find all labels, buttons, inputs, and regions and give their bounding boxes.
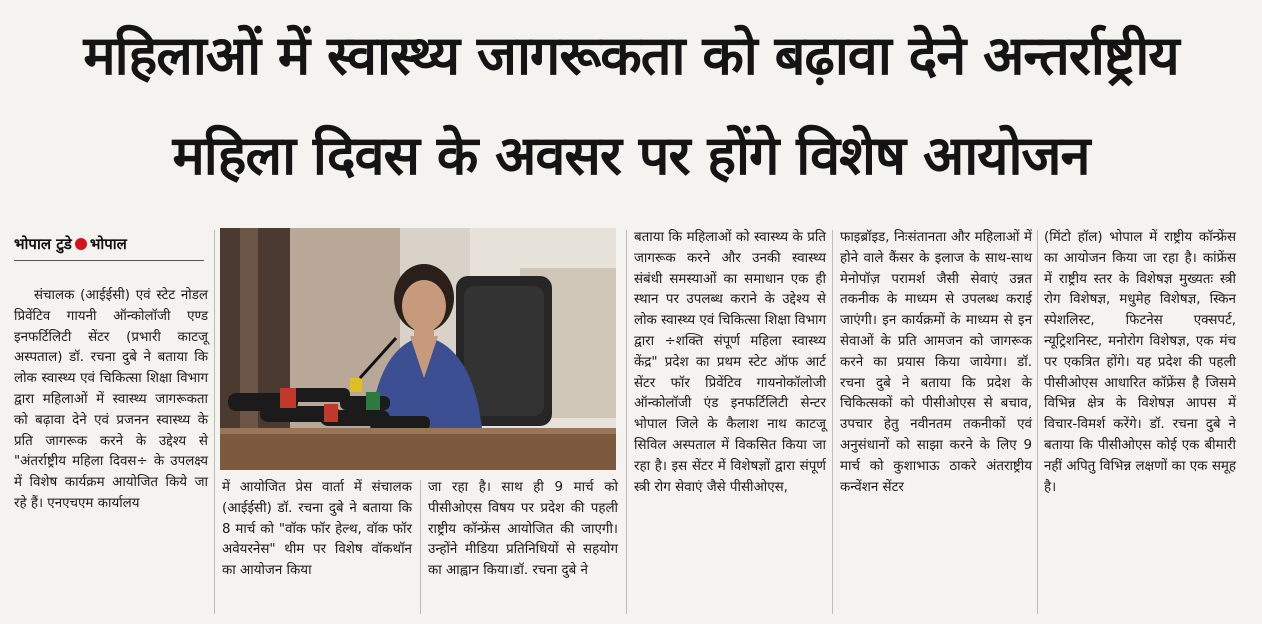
article-column-6 [1044,228,1236,498]
column-1-text: संचालक (आईईसी) एवं स्टेट नोडल प्रिवेंटिव गायनी ऑन्कोलॉजी एण्ड इनफर्टिलिटी सेंटर (प्रभारी काटजू अस्पताल) डॉ. रचना दुबे ने बताया कि लोक स्वास्थ्य एवं चिकित्सा शिक्षा विभाग द्वारा महिलाओं में स्वास्थ्य जागरूकता को बढ़ावा देने एवं प्रजनन स्वास्थ्य के प्रति जागरूक करने के उद्देश्य से "अंतर्राष्ट्रीय महिला दिवस÷ के उपलक्ष्य में विशेष कार्यक्रम आयोजित किये जा रहे हैं। एनएचएम कार्यालय [14,288,208,511]
photo-illustration [220,228,616,470]
column-divider [626,230,627,614]
red-dot-icon [75,238,87,250]
column-4-text: बताया कि महिलाओं को स्वास्थ्य के प्रति जागरूक करने और उनकी स्वास्थ्य संबंधी समस्याओं का समाधान एक ही स्थान पर उपलब्ध कराने के उद्देश्य से लोक स्वास्थ्य एवं चिकित्सा शिक्षा विभाग द्वारा ÷शक्ति संपूर्ण महिला स्वास्थ्य केंद्र" प्रदेश का प्रथम स्टेट ऑफ आर्ट सेंटर फॉर प्रिवेंटिव गायनोकॉलोजी ऑन्कोलॉजी एंड इनफर्टिलिटी सेन्टर भोपाल जिले के कैलाश नाथ काटजू सिविल अस्पताल में विकसित किया जा रहा है। इस सेंटर में विशेषज्ञों द्वारा संपूर्ण स्त्री रोग सेवाएं जैसे पीसीओएस, [634,230,827,495]
article-column-2 [222,478,412,582]
byline-source: भोपाल टुडे [14,235,72,253]
headline-line-1: महिलाओं में स्वास्थ्य जागरूकता को बढ़ावा देने अन्तर्राष्ट्रीय [83,24,1179,87]
article-column-5 [840,228,1032,498]
column-divider [1037,230,1038,614]
headline [0,18,1262,194]
column-3-text: जा रहा है। साथ ही 9 मार्च को पीसीओएस विषय पर प्रदेश की पहली राष्ट्रीय कॉन्फ्रेंस आयोजित की जाएगी। उन्होंने मीडिया प्रतिनिधियों से सहयोग का आह्वान किया।डॉ. रचना दुबे ने [428,480,618,579]
column-divider [420,480,421,614]
column-divider [214,230,215,614]
column-divider [832,230,833,614]
byline [14,234,204,261]
article-column-3 [428,478,618,582]
column-5-text: फाइब्रॉइड, निःसंतानता और महिलाओं में होने वाले कैंसर के इलाज के साथ-साथ मेनोपॉज़ परामर्श जैसी सेवाएं उन्नत तकनीक के माध्यम से उपलब्ध कराई जाएंगी। इन कार्यक्रमों के माध्यम से इन सेवाओं के प्रति आमजन को जागरूक करने का प्रयास किया जायेगा। डॉ. रचना दुबे ने बताया कि प्रदेश के चिकित्सकों को पीसीओएस से बचाव, उपचार हेतु नवीनतम तकनीकों एवं अनुसंधानों को साझा करने के लिए 9 मार्च को कुशाभाऊ ठाकरे अंतराष्ट्रीय कन्वेंशन सेंटर [840,230,1032,495]
headline-line-2: महिला दिवस के अवसर पर होंगे विशेष आयोजन [172,124,1090,187]
column-6-text: (मिंटो हॉल) भोपाल में राष्ट्रीय कॉन्फ्रेंस का आयोजन किया जा रहा है। कांफ्रेंस में राष्ट्रीय स्तर के विशेषज्ञ मुख्यतः स्त्री रोग विशेषज्ञ, मधुमेह विशेषज्ञ, स्किन स्पेशलिस्ट, फिटनेस एक्सपर्ट, न्यूट्रिशनिस्ट, मनोरोग विशेषज्ञ, एक मंच पर एकत्रित होंगे। यह प्रदेश की पहली पीसीओएस आधारित कॉफ्रेंस है जिसमे विभिन्न क्षेत्र के विशेषज्ञ आपस में विचार-विमर्श करेंगे। डॉ. रचना दुबे ने बताया कि पीसीओएस कोई एक बीमारी नहीं अपितु विभिन्न लक्षणों का एक समूह है। [1044,230,1236,495]
byline-place: भोपाल [89,235,127,253]
article-column-1 [14,286,208,515]
column-2-text: में आयोजित प्रेस वार्ता में संचालक (आईईसी) डॉ. रचना दुबे ने बताया कि 8 मार्च को "वॉक फॉर हेल्थ, वॉक फॉर अवेयरनेस" थीम पर विशेष वॉकथॉन का आयोजन किया [222,480,412,579]
article-column-4 [634,228,826,498]
press-conference-photo-icon [220,228,616,470]
